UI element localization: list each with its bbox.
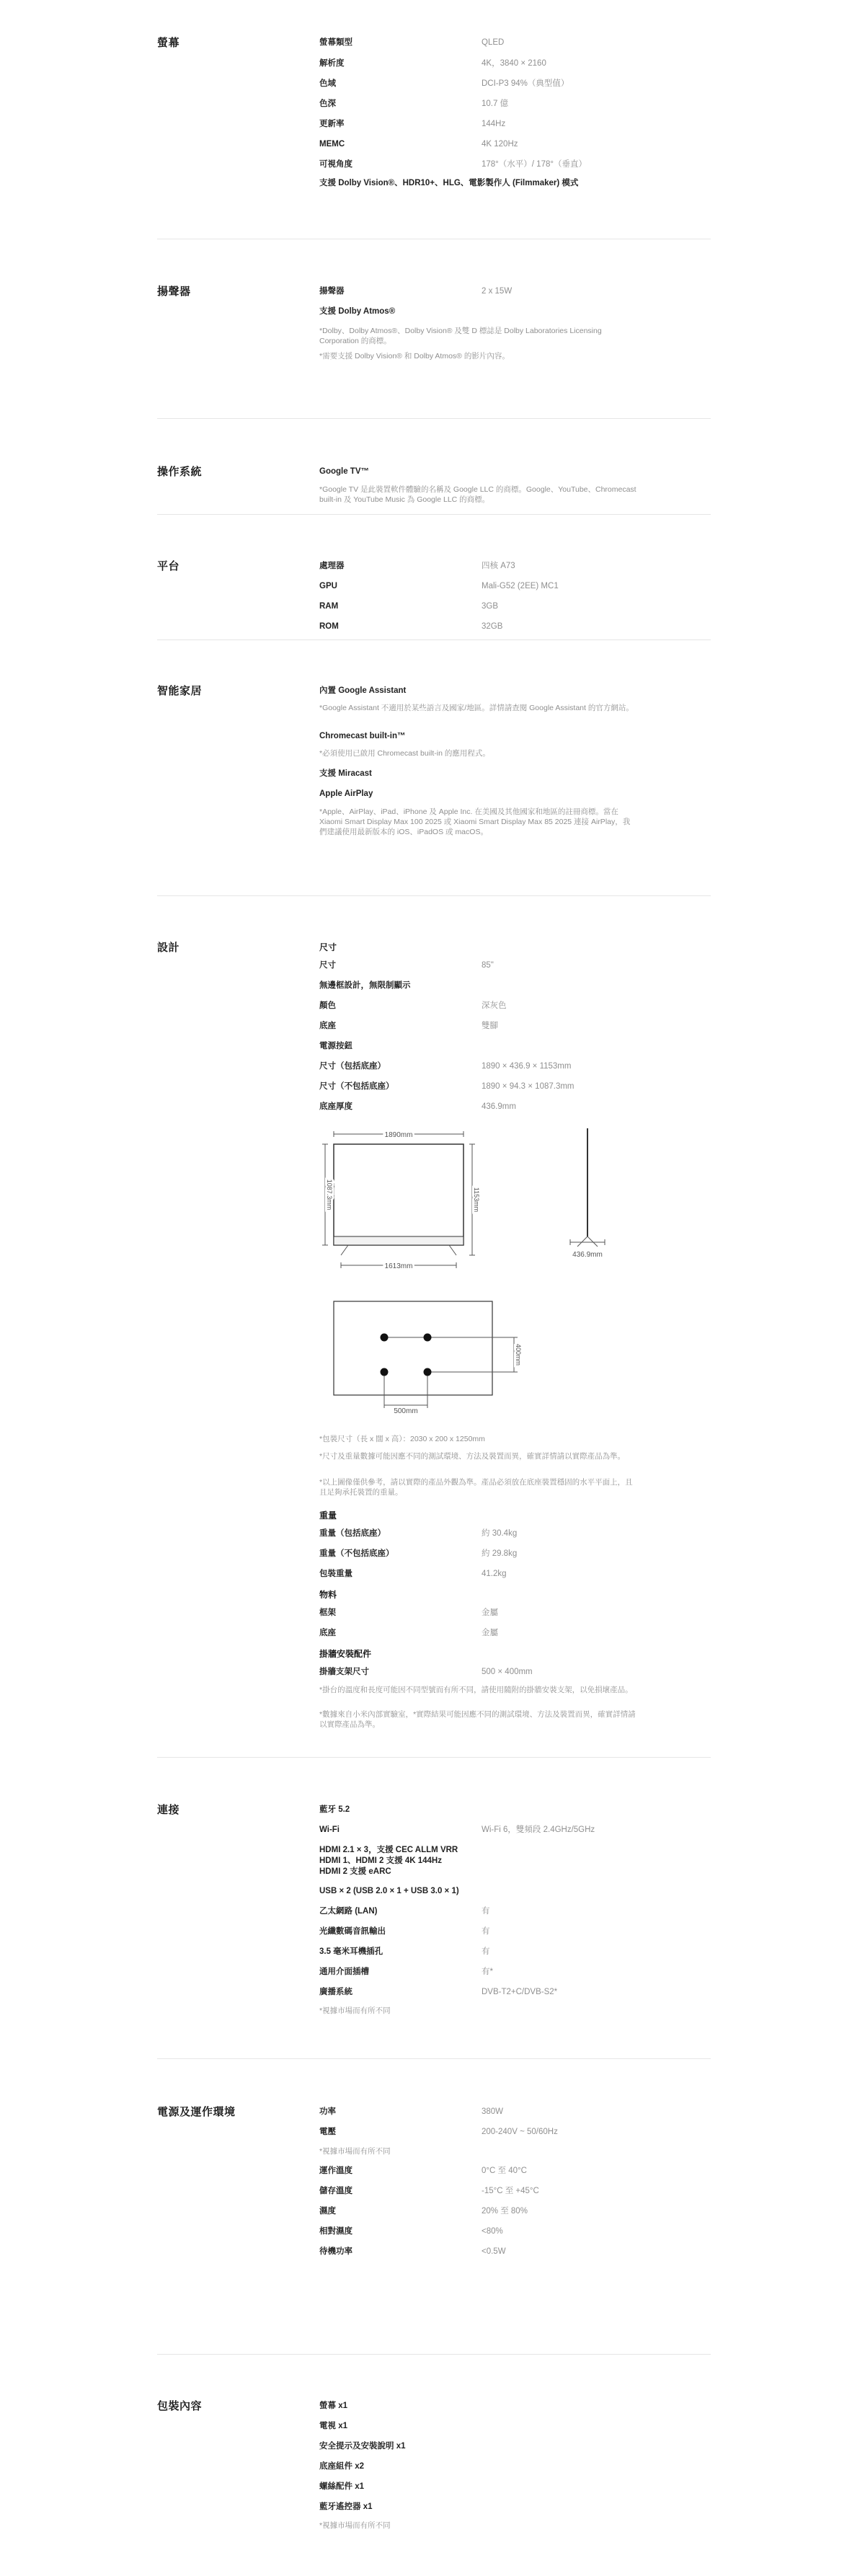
hdmi: HDMI 2.1 × 3，支援 CEC ALLM VRR HDMI 1、HDMI 2 支援 4K 144Hz HDMI 2 支援 eARC: [319, 1846, 458, 1876]
platform-title: 平台: [157, 560, 180, 572]
depth-label: 436.9mm: [572, 1251, 603, 1259]
display-section: 螢幕 螢幕類型 QLED 解析度 4K，3840 × 2160 色域 DCI-P3 94%（典型值） 色深 10.7 億 更新率 144Hz MEMC 4K 120Hz 可視角度 178°（水平）/ 178°（垂直） 支援 Dolby Vision®、HDR10+、HLG、電影製作人 (Filmmaker) 模式: [157, 36, 711, 180]
chromecast: Chromecast built-in™: [319, 732, 406, 740]
package-item: 底座組件 x2: [319, 2462, 364, 2471]
power-note: *視據市場而有所不同: [319, 2147, 391, 2156]
speaker-note: *需要支援 Dolby Vision® 和 Dolby Atmos® 的影片內容。: [319, 352, 510, 360]
smart-section: [157, 684, 711, 843]
size-heading: 尺寸: [319, 942, 337, 952]
package-note: *視據市場而有所不同: [319, 2521, 391, 2530]
connect-note: *視據市場而有所不同: [319, 2006, 391, 2015]
connect-title: 連接: [157, 1804, 180, 1816]
package-section: [157, 2399, 711, 2529]
assistant: 內置 Google Assistant: [319, 686, 407, 695]
divider: [157, 418, 711, 419]
assistant-note: *Google Assistant 不適用於某些語言及國家/地區。詳情請查閱 Google Assistant 的官方網站。: [319, 704, 634, 712]
divider: [157, 895, 711, 896]
display-support: 支援 Dolby Vision®、HDR10+、HLG、電影製作人 (Filmmaker) 模式: [319, 179, 579, 187]
divider: [157, 639, 711, 640]
os-note: *Google TV 是此裝置軟件體驗的名稱及 Google LLC 的商標。Google、YouTube、Chromecast built-in 及 YouTube Music 為 Google LLC 的商標。: [319, 485, 636, 504]
os-name: Google TV™: [319, 467, 369, 476]
connect-section: 連接 藍牙 5.2 Wi-Fi Wi-Fi 6，雙頻段 2.4GHz/5GHz HDMI 2.1 × 3，支援 CEC ALLM VRR HDMI 1、HDMI 2 支援 4K 144Hz HDMI 2 支援 eARC USB × 2 (USB 2.0 × 1 + USB 3.0 × 1) 乙太網路 (LAN) 有 光纖數碼音訊輸出 有 3.5 毫米耳機插孔 有 通用介面插槽 有* 廣播系統 DVB-T2+C/DVB-S2* *視據市場而有所不同: [157, 1803, 711, 2012]
vesa-diagram: [319, 1294, 550, 1417]
package-title: 包裝內容: [157, 2400, 203, 2412]
design-section: 設計 尺寸 尺寸 85" 無邊框設計，無限制顯示 顏色 深灰色 底座 雙腳 電源按鈕 尺寸（包括底座） 1890 × 436.9 × 1153mm 尺寸（不包括底座） 1890 × 94.3 × 1087.3mm 底座厚度 436.9mm 1890mm 1613mm 1087.3mm 1153mm 436.9mm 400mm 500mm *包裝尺寸（長 x 闊 x 高）：2030 x 200 x 1250mm *尺寸及重量數據可能因應不同的測試環境、方法及裝置而異，確實詳情請以實際產品為準。 *以上圖像僅供參考，請以實際的產品外觀為準。產品必須放在底座裝置穩固的水平平面上，且且足夠承托裝置的重量。 重量 重量（包括底座） 約 30.4kg 重量（不包括底座） 約 29.8kg 包裝重量 41.2kg 物料 框架 金屬 底座 金屬 掛牆安裝配件 掛牆支架尺寸 500 × 400mm *掛台的溫度和長度可能因不同型號而有所不同，請使用隨附的掛牆安裝支架，以免損壞產品。 *數據來自小米內部實驗室，*實際結果可能因應不同的測試環境、方法及裝置而異，確實詳情請以實際產品為準。: [157, 942, 636, 1729]
package-item: 螢幕 x1: [319, 2402, 347, 2410]
smart-title: 智能家居: [157, 685, 203, 697]
design-title: 設計: [157, 942, 180, 954]
total-height-label: 1153mm: [473, 1187, 480, 1213]
airplay-note: *Apple、AirPlay、iPad、iPhone 及 Apple Inc. 在美國及其他國家和地區的註冊商標。當在 Xiaomi Smart Display Max 100 2025 或 Xiaomi Smart Display Max 85 2025 連接 AirPlay，我們建議使用最新版本的 iOS、iPadOS 或 macOS。: [319, 807, 631, 836]
wall-note: *掛台的溫度和長度可能因不同型號而有所不同，請使用隨附的掛牆安裝支架，以免損壞產品。: [319, 1686, 633, 1694]
material-heading: 物料: [319, 1590, 337, 1600]
speaker-support: 支援 Dolby Atmos®: [319, 307, 396, 316]
wall-heading: 掛牆安裝配件: [319, 1649, 372, 1659]
image-note: *以上圖像僅供參考，請以實際的產品外觀為準。產品必須放在底座裝置穩固的水平平面上，且且足夠承托裝置的重量。: [319, 1478, 633, 1497]
wall-note: *數據來自小米內部實驗室，*實際結果可能因應不同的測試環境、方法及裝置而異，確實詳情請以實際產品為準。: [319, 1710, 636, 1729]
speaker-section: 揚聲器 揚聲器 2 x 15W 支援 Dolby Atmos® *Dolby、Dolby Atmos®、Dolby Vision® 及雙 D 標誌是 Dolby Laboratories Licensing Corporation 的商標。 *需要支援 Dolby Vision® 和 Dolby Atmos® 的影片內容。: [157, 285, 711, 379]
package-size-note: *包裝尺寸（長 x 闊 x 高）：2030 x 200 x 1250mm: [319, 1435, 485, 1443]
package-item: 螺絲配件 x1: [319, 2482, 364, 2491]
power-title: 電源及運作環境: [157, 2106, 236, 2118]
usb: USB × 2 (USB 2.0 × 1 + USB 3.0 × 1): [319, 1887, 459, 1895]
divider: [157, 2058, 711, 2059]
tv-dimension-diagram: [319, 1128, 636, 1272]
power-section: 電源及運作環境 功率 380W 電壓 200-240V ~ 50/60Hz *視據市場而有所不同 運作溫度 0°C 至 40°C 儲存溫度 -15°C 至 +45°C 濕度 20% 至 80% 相對濕度 <80% 待機功率 <0.5W: [157, 2105, 711, 2264]
airplay: Apple AirPlay: [319, 789, 373, 798]
vesa-v-label: 400mm: [515, 1343, 522, 1366]
width-label: 1890mm: [384, 1131, 413, 1139]
os-section: [157, 465, 711, 508]
package-item: 安全提示及安裝說明 x1: [319, 2442, 406, 2451]
divider: [157, 1757, 711, 1758]
package-item: 電視 x1: [319, 2422, 347, 2430]
package-item: 藍牙遙控器 x1: [319, 2502, 373, 2511]
divider: [157, 2354, 711, 2355]
platform-section: 平台 處理器 四核 A73 GPU Mali-G52 (2EE) MC1 RAM 3GB ROM 32GB: [157, 560, 559, 631]
chromecast-note: *必須使用已啟用 Chromecast built-in 的應用程式。: [319, 749, 490, 758]
speaker-note: *Dolby、Dolby Atmos®、Dolby Vision® 及雙 D 標誌是 Dolby Laboratories Licensing Corporation 的商標。: [319, 327, 602, 345]
weight-heading: 重量: [319, 1510, 337, 1521]
size-note: *尺寸及重量數據可能因應不同的測試環境、方法及裝置而異，確實詳情請以實際產品為準。: [319, 1452, 626, 1461]
bluetooth: 藍牙 5.2: [319, 1805, 350, 1814]
height-label: 1087.3mm: [326, 1179, 333, 1210]
display-title: 螢幕: [157, 37, 180, 49]
stand-span-label: 1613mm: [384, 1262, 413, 1270]
os-title: 操作系統: [157, 466, 203, 478]
divider: [157, 514, 711, 515]
vesa-h-label: 500mm: [394, 1407, 418, 1415]
miracast: 支援 Miracast: [319, 769, 372, 778]
speaker-title: 揚聲器: [157, 286, 191, 298]
